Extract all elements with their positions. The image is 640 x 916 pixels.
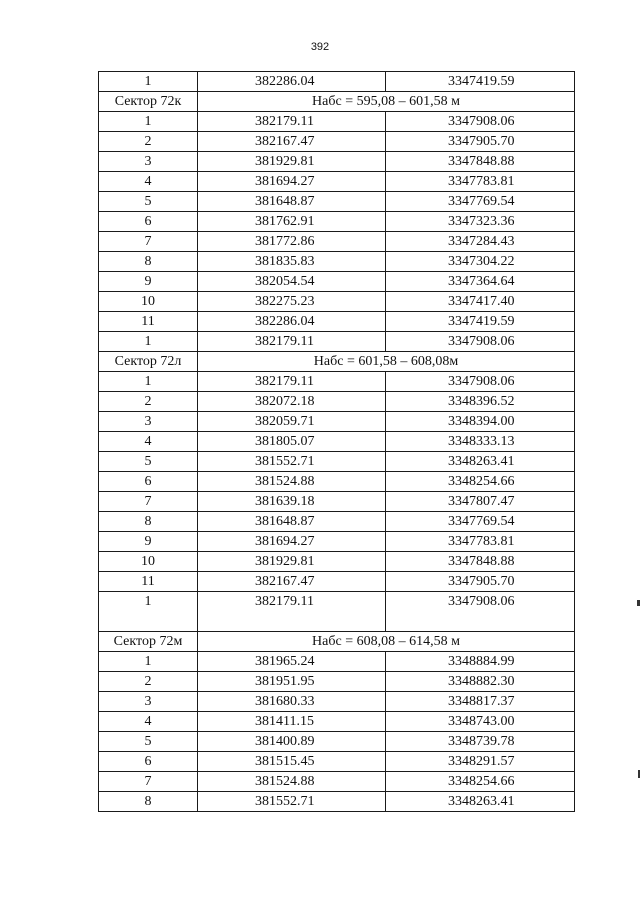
x-coordinate: 381400.89: [198, 732, 386, 752]
point-number: 6: [99, 752, 198, 772]
y-coordinate: 3348254.66: [386, 772, 575, 792]
y-coordinate: 3348884.99: [386, 652, 575, 672]
point-number: 1: [99, 332, 198, 352]
y-coordinate: 3348882.30: [386, 672, 575, 692]
point-number: 6: [99, 212, 198, 232]
point-number: 10: [99, 552, 198, 572]
point-number: 2: [99, 132, 198, 152]
y-coordinate: 3347417.40: [386, 292, 575, 312]
sector-label: Сектор 72л: [99, 352, 198, 372]
point-row: [99, 752, 575, 772]
y-coordinate: 3348254.66: [386, 472, 575, 492]
y-coordinate: 3347848.88: [386, 152, 575, 172]
point-number: 5: [99, 732, 198, 752]
point-number: 10: [99, 292, 198, 312]
x-coordinate: 381524.88: [198, 472, 386, 492]
point-number: 9: [99, 272, 198, 292]
point-row: [99, 572, 575, 592]
point-row: [99, 592, 575, 632]
point-number: 1: [99, 72, 198, 92]
point-row: [99, 432, 575, 452]
x-coordinate: 382179.11: [198, 592, 386, 632]
y-coordinate: 3347769.54: [386, 192, 575, 212]
x-coordinate: 381694.27: [198, 172, 386, 192]
x-coordinate: 382054.54: [198, 272, 386, 292]
point-number: 4: [99, 172, 198, 192]
point-number: 1: [99, 112, 198, 132]
x-coordinate: 381411.15: [198, 712, 386, 732]
x-coordinate: 381524.88: [198, 772, 386, 792]
point-row: [99, 712, 575, 732]
y-coordinate: 3347284.43: [386, 232, 575, 252]
x-coordinate: 382167.47: [198, 572, 386, 592]
point-row: [99, 372, 575, 392]
sector-label: Сектор 72к: [99, 92, 198, 112]
sector-elevation-range: Набс = 601,58 – 608,08м: [198, 352, 575, 372]
y-coordinate: 3348743.00: [386, 712, 575, 732]
point-number: 7: [99, 772, 198, 792]
point-row: [99, 112, 575, 132]
point-number: 1: [99, 592, 198, 632]
y-coordinate: 3348739.78: [386, 732, 575, 752]
y-coordinate: 3348291.57: [386, 752, 575, 772]
y-coordinate: 3347908.06: [386, 112, 575, 132]
point-number: 8: [99, 252, 198, 272]
point-row: [99, 692, 575, 712]
x-coordinate: 382275.23: [198, 292, 386, 312]
point-row: [99, 552, 575, 572]
y-coordinate: 3347807.47: [386, 492, 575, 512]
y-coordinate: 3347323.36: [386, 212, 575, 232]
coordinates-table-body: [99, 72, 575, 812]
sector-elevation-range: Набс = 608,08 – 614,58 м: [198, 632, 575, 652]
point-row: [99, 252, 575, 272]
x-coordinate: 381929.81: [198, 552, 386, 572]
point-row: [99, 312, 575, 332]
point-number: 1: [99, 372, 198, 392]
point-number: 3: [99, 152, 198, 172]
point-number: 4: [99, 432, 198, 452]
point-row: [99, 672, 575, 692]
point-row: [99, 532, 575, 552]
point-number: 8: [99, 792, 198, 812]
x-coordinate: 381965.24: [198, 652, 386, 672]
sector-label: Сектор 72м: [99, 632, 198, 652]
x-coordinate: 381680.33: [198, 692, 386, 712]
x-coordinate: 381929.81: [198, 152, 386, 172]
y-coordinate: 3347304.22: [386, 252, 575, 272]
x-coordinate: 381552.71: [198, 792, 386, 812]
x-coordinate: 381835.83: [198, 252, 386, 272]
coordinates-table: [98, 71, 575, 812]
point-row: [99, 172, 575, 192]
point-row: [99, 732, 575, 752]
sector-header-row: [99, 632, 575, 652]
point-number: 2: [99, 392, 198, 412]
x-coordinate: 381762.91: [198, 212, 386, 232]
point-number: 3: [99, 412, 198, 432]
point-row: [99, 652, 575, 672]
point-number: 6: [99, 472, 198, 492]
y-coordinate: 3347783.81: [386, 532, 575, 552]
point-number: 3: [99, 692, 198, 712]
x-coordinate: 382179.11: [198, 112, 386, 132]
point-number: 7: [99, 492, 198, 512]
x-coordinate: 381694.27: [198, 532, 386, 552]
point-number: 7: [99, 232, 198, 252]
x-coordinate: 381805.07: [198, 432, 386, 452]
sector-header-row: [99, 352, 575, 372]
point-row: [99, 792, 575, 812]
point-row: [99, 272, 575, 292]
point-row: [99, 412, 575, 432]
y-coordinate: 3347908.06: [386, 332, 575, 352]
point-row: [99, 452, 575, 472]
y-coordinate: 3347419.59: [386, 72, 575, 92]
y-coordinate: 3347848.88: [386, 552, 575, 572]
point-number: 8: [99, 512, 198, 532]
x-coordinate: 381515.45: [198, 752, 386, 772]
y-coordinate: 3347908.06: [386, 372, 575, 392]
x-coordinate: 382286.04: [198, 312, 386, 332]
point-row: [99, 772, 575, 792]
point-number: 5: [99, 452, 198, 472]
y-coordinate: 3347783.81: [386, 172, 575, 192]
sector-header-row: [99, 92, 575, 112]
x-coordinate: 381648.87: [198, 192, 386, 212]
x-coordinate: 381951.95: [198, 672, 386, 692]
point-number: 5: [99, 192, 198, 212]
point-row: [99, 152, 575, 172]
point-row: [99, 72, 575, 92]
point-row: [99, 192, 575, 212]
x-coordinate: 382167.47: [198, 132, 386, 152]
point-row: [99, 472, 575, 492]
y-coordinate: 3347419.59: [386, 312, 575, 332]
y-coordinate: 3348396.52: [386, 392, 575, 412]
y-coordinate: 3347364.64: [386, 272, 575, 292]
point-number: 9: [99, 532, 198, 552]
point-number: 11: [99, 572, 198, 592]
y-coordinate: 3347908.06: [386, 592, 575, 632]
y-coordinate: 3347905.70: [386, 132, 575, 152]
y-coordinate: 3347769.54: [386, 512, 575, 532]
x-coordinate: 381772.86: [198, 232, 386, 252]
point-row: [99, 332, 575, 352]
x-coordinate: 381552.71: [198, 452, 386, 472]
y-coordinate: 3348817.37: [386, 692, 575, 712]
y-coordinate: 3348263.41: [386, 792, 575, 812]
x-coordinate: 382179.11: [198, 372, 386, 392]
x-coordinate: 382072.18: [198, 392, 386, 412]
y-coordinate: 3347905.70: [386, 572, 575, 592]
x-coordinate: 381639.18: [198, 492, 386, 512]
point-number: 2: [99, 672, 198, 692]
x-coordinate: 382059.71: [198, 412, 386, 432]
point-row: [99, 212, 575, 232]
y-coordinate: 3348333.13: [386, 432, 575, 452]
point-row: [99, 132, 575, 152]
point-row: [99, 492, 575, 512]
y-coordinate: 3348263.41: [386, 452, 575, 472]
point-row: [99, 232, 575, 252]
x-coordinate: 382286.04: [198, 72, 386, 92]
y-coordinate: 3348394.00: [386, 412, 575, 432]
point-number: 4: [99, 712, 198, 732]
point-number: 11: [99, 312, 198, 332]
point-row: [99, 292, 575, 312]
page-number: 392: [310, 41, 330, 53]
point-row: [99, 392, 575, 412]
sector-elevation-range: Набс = 595,08 – 601,58 м: [198, 92, 575, 112]
point-row: [99, 512, 575, 532]
point-number: 1: [99, 652, 198, 672]
x-coordinate: 381648.87: [198, 512, 386, 532]
x-coordinate: 382179.11: [198, 332, 386, 352]
